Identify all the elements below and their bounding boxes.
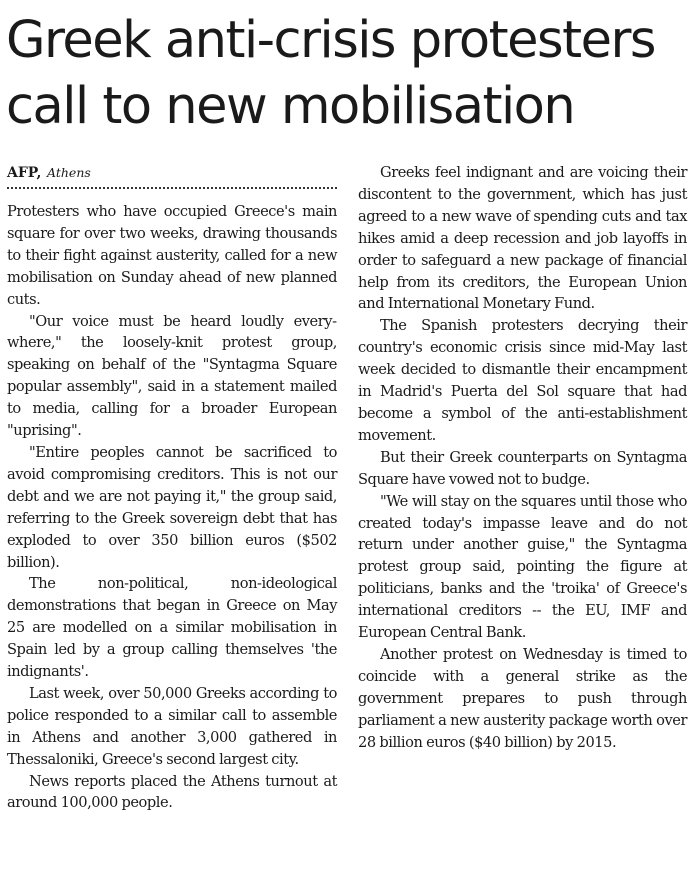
- paragraph: But their Greek counterparts on Syntagma Square have vowed not to budge.: [358, 448, 687, 488]
- article-column-left: [7, 162, 337, 814]
- byline-location: Athens: [47, 165, 91, 180]
- paragraph: Last week, over 50,000 Greeks according to police responded to a similar call to assemble in Athens and another 3,000 gathered in Thessaloniki, Greece's second largest city.: [7, 684, 337, 768]
- paragraph: "Our voice must be heard loudly everywhere," the loosely-knit protest group, speaking on behalf of the "Syntagma Square popular assembly", said in a statement mailed to media, calling for a broader European "uprising".: [7, 312, 337, 440]
- paragraph: Greeks feel indignant and are voicing their discontent to the government, which has just agreed to a new wave of spending cuts and tax hikes amid a deep recession and job layoffs in order to safeguard a new package of financial help from its creditors, the European Union and International Monetary Fund.: [358, 164, 687, 313]
- paragraph: "We will stay on the squares until those who created today's impasse leave and do not return under another guise," the Syntagma protest group said, pointing the figure at politicians, banks and the 'troika' of Greece's international creditors -- the EU, IMF and European Central Bank.: [358, 492, 687, 642]
- paragraph: News reports placed the Athens turnout at around 100,000 people.: [7, 772, 337, 812]
- paragraph: Protesters who have occupied Greece's main square for over two weeks, drawing thousands to their fight against austerity, called for a new mobilisation on Sunday ahead of new planned cuts.: [7, 203, 337, 308]
- paragraph: "Entire peoples cannot be sacrificed to avoid compromising creditors. This is not our debt and we are not paying it," the group said, referring to the Greek sovereign debt that has exploded to over 350 billion euros ($502 billion).: [7, 443, 337, 571]
- paragraph: The non-political, non-ideological demonstrations that began in Greece on May 25 are modelled on a similar mobilisation in Spain led by a group calling themselves 'the indignants'.: [7, 575, 337, 681]
- paragraph: The Spanish protesters decrying their country's economic crisis since mid-May last week decided to dismantle their encampment in Madrid's Puerta del Sol square that had become a symbol of the anti-establishment movement.: [358, 317, 687, 444]
- byline: [7, 162, 337, 184]
- headline: Greek anti-crisis protesters call to new mobilisation: [6, 11, 655, 136]
- dotted-divider: [7, 187, 337, 189]
- article-column-right: [358, 162, 687, 753]
- paragraph: Another protest on Wednesday is timed to coincide with a general strike as the government prepares to push through parliament a new austerity package worth over 28 billion euros ($40 billion) by 2015.: [358, 645, 687, 751]
- byline-agency: AFP,: [7, 165, 42, 181]
